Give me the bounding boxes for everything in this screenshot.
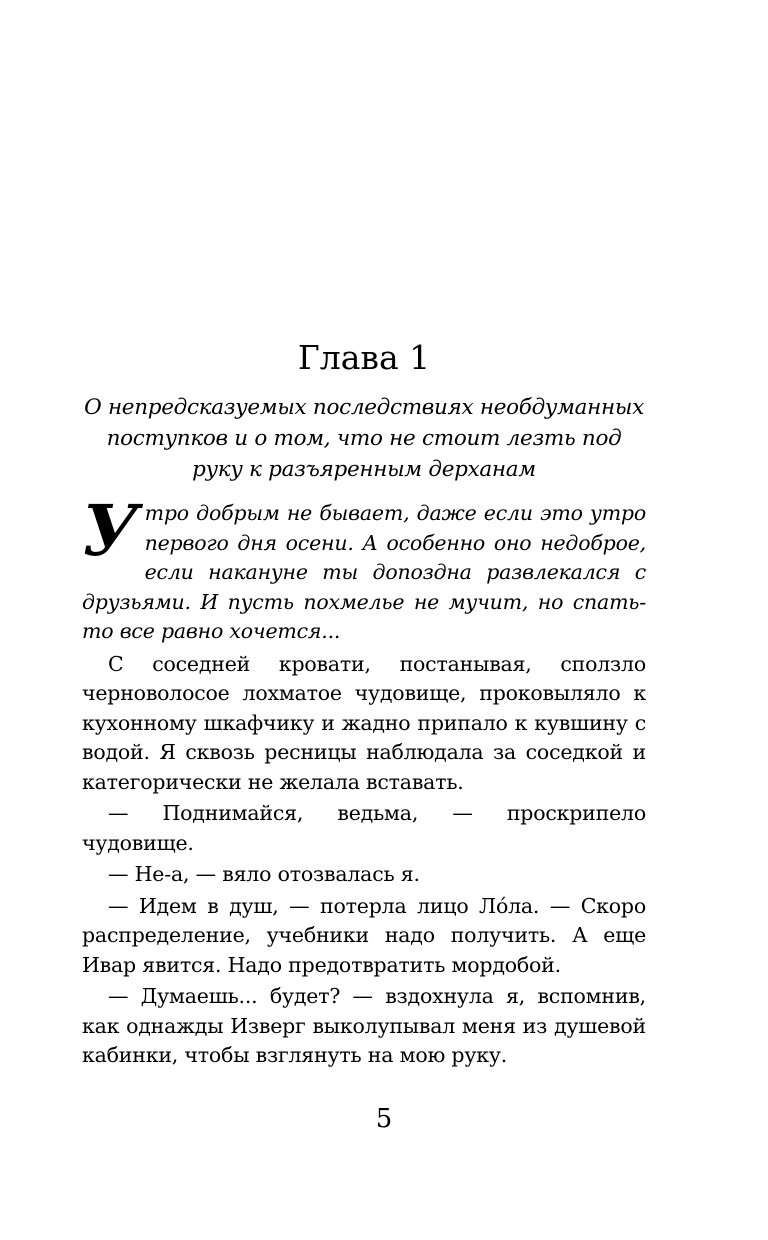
body-paragraph: С соседней кровати, постанывая, сползло черноволосое лохматое чудовище, проковыляло к кухонному шкафчику и жадно припало к кувшину с водой. Я сквозь ресницы наблюдала за соседкой и категорически не желала вставать. — [82, 651, 646, 794]
book-page — [82, 330, 646, 1073]
chapter-title: Глава 1 — [297, 338, 431, 377]
chapter-subtitle: О непредсказуемых последствиях необдуманных поступков и о том, что не стоит лезть под руку к разъяренным дерханам — [84, 395, 644, 482]
drop-cap: У — [82, 489, 139, 572]
intro-paragraph — [82, 489, 646, 647]
page-number: 5 — [375, 1104, 393, 1134]
body-paragraph: — Не-а, — вяло отозвалась я. — [108, 862, 420, 886]
intro-text: тро добрым не бывает, даже если это утро первого дня осени. А особенно оно недоброе, если накануне ты допоздна развлекался с друзьями. И пусть похмелье не мучит, но спать-то все равно хочется... — [82, 501, 646, 643]
body-paragraph: — Поднимайся, ведьма, — проскрипело чудовище. — [82, 801, 646, 855]
body-paragraph: — Идем в душ, — потерла лицо Ло́ла. — Скоро распределение, учебники надо получить. А еще Ивар явится. Надо предотвратить мордобой. — [82, 893, 646, 977]
body-paragraph: — Думаешь... будет? — вздохнула я, вспомнив, как однажды Изверг выколупывал меня из душевой кабинки, чтобы взглянуть на мою руку. — [82, 984, 646, 1067]
